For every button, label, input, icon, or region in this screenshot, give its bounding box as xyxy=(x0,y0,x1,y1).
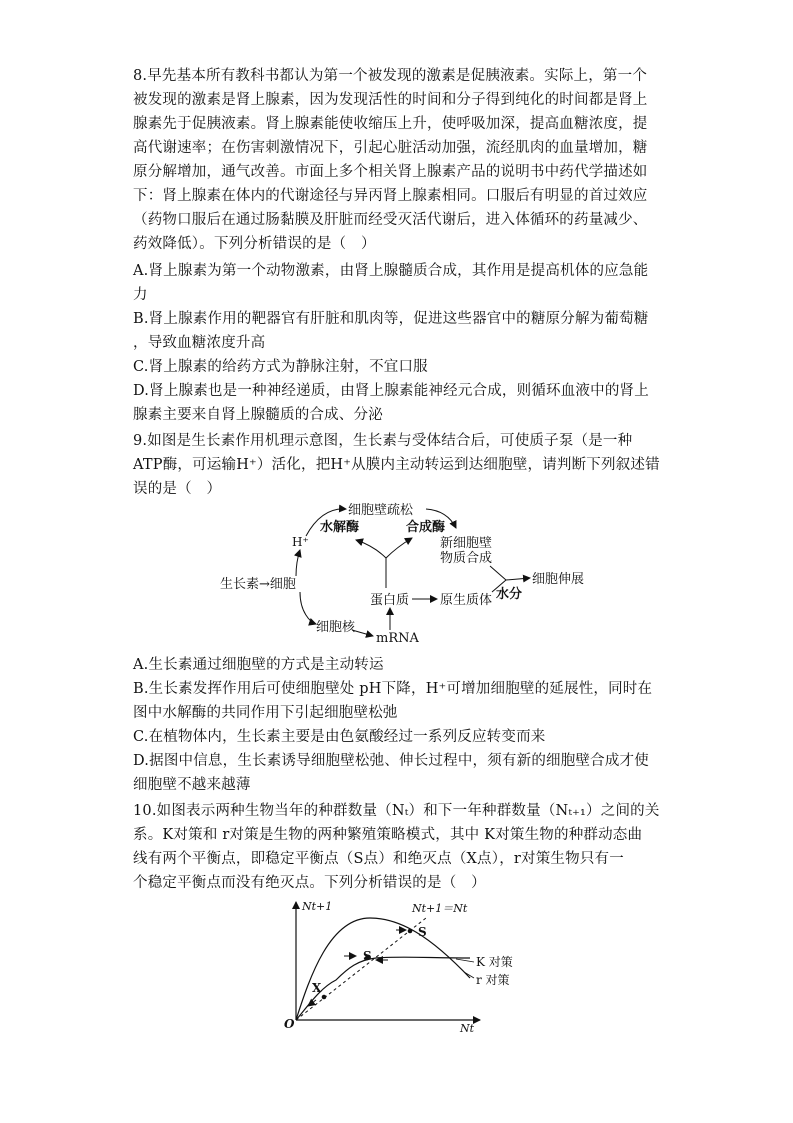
q8-option-b: B.肾上腺素作用的靶器官有肝脏和肌肉等，促进这些器官中的糖原分解为葡萄糖 xyxy=(133,311,649,327)
q8-line: 8.早先基本所有教科书都认为第一个被发现的激素是促胰液素。实际上，第一个 xyxy=(133,68,648,84)
line-newwall-to-elong xyxy=(490,566,506,580)
k-strategy-curve xyxy=(296,957,470,1020)
arrow-to-hydrolase xyxy=(356,540,386,558)
q8-option-d-cont: 腺素主要来自肾上腺髓质的合成、分泌 xyxy=(133,407,383,423)
label-water: 水分 xyxy=(496,587,523,602)
label-new-wall-2: 物质合成 xyxy=(440,551,493,566)
q9-option-a: A.生长素通过细胞壁的方式是主动转运 xyxy=(133,657,384,673)
label-h-plus: H⁺ xyxy=(292,535,309,549)
arrow-nucleus-to-mrna xyxy=(352,630,373,636)
q8-option-d: D.肾上腺素也是一种神经递质，由肾上腺素能神经元合成，则循环血液中的肾上 xyxy=(133,383,649,399)
q10-stem-line: 个稳定平衡点而没有绝灭点。下列分析错误的是（ ） xyxy=(133,875,486,891)
label-hydrolase: 水解酶 xyxy=(320,520,360,535)
arrow-cell-to-h xyxy=(296,550,300,576)
q8-line: （药物口服后在通过肠黏膜及肝脏而经受灭活代谢后，进入体循环的药量减少、 xyxy=(133,212,648,228)
q9-stem-line: 9.如图是生长素作用机理示意图，生长素与受体结合后，可使质子泵（是一种 xyxy=(133,433,633,449)
q8-line: 腺素先于促胰液素。肾上腺素能使收缩压上升，使呼吸加深，提高血糖浓度，提 xyxy=(133,116,648,132)
label-protoplast: 原生质体 xyxy=(440,593,493,608)
label-wall-loose: 细胞壁疏松 xyxy=(348,503,414,518)
label-auxin-cell: 生长素→细胞 xyxy=(220,577,296,592)
label-point-x: X xyxy=(312,981,322,995)
arrow-cell-to-nucleus xyxy=(300,592,316,624)
q8-line: 下：肾上腺素在体内的代谢途径与异丙肾上腺素相同。口服后有明显的首过效应 xyxy=(133,188,648,204)
q9-option-d: D.据图中信息，生长素诱导细胞壁松弛、伸长过程中，须有新的细胞壁合成才使 xyxy=(133,753,649,769)
q8-option-c: C.肾上腺素的给药方式为静脉注射，不宜口服 xyxy=(133,359,428,375)
auxin-mechanism-diagram xyxy=(200,500,600,648)
x-axis-label: Nt xyxy=(460,1022,475,1035)
q8-option-b-cont: ，导致血糖浓度升高 xyxy=(133,335,266,351)
q8-line: 药效降低）。下列分析错误的是（ ） xyxy=(133,236,376,252)
q9-stem-line: 误的是（ ） xyxy=(133,481,222,497)
q9-option-b: B.生长素发挥作用后可使细胞壁处 pH下降，H⁺可增加细胞壁的延展性，同时在 xyxy=(133,681,653,697)
q8-line: 被发现的激素是肾上腺素，因为发现活性的时间和分子得到纯化的时间都是肾上 xyxy=(133,92,648,108)
label-cell-elongation: 细胞伸展 xyxy=(532,572,585,587)
r-strategy-curve xyxy=(296,918,470,1020)
y-axis-label: Nt+1 xyxy=(302,900,333,913)
q8-line: 原分解增加，通气改善。市面上多个相关肾上腺素产品的说明书中药代学描述如 xyxy=(133,164,648,180)
q8-option-a: A.肾上腺素为第一个动物激素，由肾上腺髓质合成，其作用是提高机体的应急能 xyxy=(133,263,649,279)
point-x xyxy=(322,995,327,1000)
population-graph xyxy=(280,896,540,1036)
label-point-s-r: S xyxy=(418,925,427,939)
q10-stem-line: 10.如图表示两种生物当年的种群数量（Nₜ）和下一年种群数量（Nₜ₊₁）之间的关 xyxy=(133,803,660,819)
equilibrium-line-label: Nt+1＝Nt xyxy=(412,902,468,915)
q8-line: 高代谢速率；在伤害刺激情况下，引起心脏活动加强，流经肌肉的血量增加，糖 xyxy=(133,140,648,156)
label-nucleus: 细胞核 xyxy=(316,620,356,635)
q10-stem-line: 线有两个平衡点，即稳定平衡点（S点）和绝灭点（X点），r对策生物只有一 xyxy=(133,851,624,867)
k-leader-line xyxy=(456,959,474,962)
q9-option-b-cont: 图中水解酶的共同作用下引起细胞壁松弛 xyxy=(133,705,398,721)
r-strategy-label: r 对策 xyxy=(476,973,510,987)
q8-option-a-cont: 力 xyxy=(133,287,148,303)
q9-stem-line: ATP酶，可运输H⁺）活化，把H⁺从膜内主动转运到达细胞壁，请判断下列叙述错 xyxy=(133,457,660,473)
label-synthase: 合成酶 xyxy=(406,520,446,535)
arrow-to-synthase xyxy=(386,538,412,558)
point-s-r xyxy=(408,929,413,934)
q10-stem-line: 系。K对策和 r对策是生物的两种繁殖策略模式，其中 K对策生物的种群动态曲 xyxy=(133,827,643,843)
label-point-s-k: S xyxy=(363,949,372,963)
label-new-wall-1: 新细胞壁 xyxy=(440,536,493,551)
label-protein: 蛋白质 xyxy=(370,593,410,608)
origin-label: O xyxy=(284,1017,295,1031)
k-strategy-label: K 对策 xyxy=(476,955,513,969)
label-mrna: mRNA xyxy=(376,631,419,646)
q9-option-c: C.在植物体内，生长素主要是由色氨酸经过一系列反应转变而来 xyxy=(133,729,546,745)
q9-option-d-cont: 细胞壁不越来越薄 xyxy=(133,777,251,793)
